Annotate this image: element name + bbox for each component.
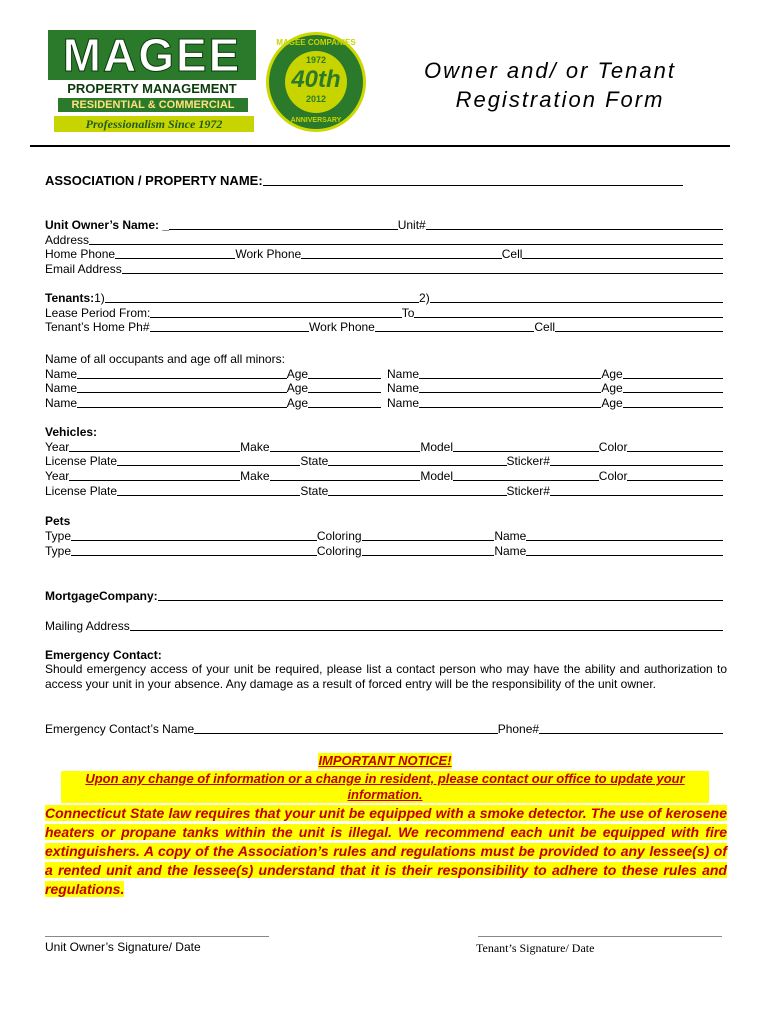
occupant-name-field[interactable]	[419, 367, 601, 379]
tenant-work-phone-label: Work Phone	[309, 320, 375, 334]
occupant-name-label: Name	[45, 367, 78, 381]
owner-signature-label: Unit Owner’s Signature/ Date	[45, 940, 201, 954]
title-line-2: Registration Form	[455, 87, 665, 112]
emergency-name-label: Emergency Contact’s Name	[45, 722, 195, 736]
pets-heading: Pets	[45, 514, 71, 528]
title-line-1: Owner and/ or Tenant	[424, 58, 676, 83]
occupant-row	[45, 396, 723, 410]
occupant-age-label: Age	[601, 396, 623, 410]
occupant-row	[45, 381, 723, 395]
occupant-age-field[interactable]	[623, 396, 723, 408]
logo-subtitle: PROPERTY MANAGEMENT	[48, 82, 256, 96]
model-label: Model	[420, 440, 454, 454]
pet-row	[45, 544, 723, 558]
mailing-field[interactable]	[130, 619, 723, 631]
owner-name-label: Unit Owner’s Name: _	[45, 218, 170, 232]
occupant-name-label: Name	[45, 381, 78, 395]
anniversary-seal	[266, 32, 366, 132]
company-logo	[40, 22, 360, 142]
tenant-signature-line[interactable]	[478, 936, 722, 937]
pet-name-field[interactable]	[526, 544, 723, 556]
home-phone-label: Home Phone	[45, 247, 116, 261]
seal-bottom-text: ANNIVERSARY	[290, 117, 342, 124]
occupant-name-field[interactable]	[419, 396, 601, 408]
emergency-phone-label: Phone#	[497, 722, 540, 736]
unit-label: Unit#	[397, 218, 426, 232]
emergency-contact-row	[45, 722, 723, 736]
make-field[interactable]	[270, 440, 421, 452]
pet-type-field[interactable]	[71, 544, 317, 556]
color-label: Color	[598, 440, 628, 454]
association-field[interactable]	[263, 174, 683, 186]
color-field[interactable]	[627, 469, 723, 481]
lease-row	[45, 306, 723, 320]
plate-field[interactable]	[117, 454, 300, 466]
plate-label: License Plate	[45, 454, 118, 468]
owner-signature-line[interactable]	[45, 936, 269, 937]
tenant-1-label: 1)	[94, 291, 105, 305]
logo-brand: MAGEE	[48, 30, 256, 80]
occupant-name-label: Name	[45, 396, 78, 410]
occupant-age-label: Age	[286, 367, 309, 381]
cell-field[interactable]	[522, 247, 723, 259]
sticker-label: Sticker#	[506, 484, 550, 498]
pet-coloring-field[interactable]	[362, 529, 495, 541]
occupant-age-field[interactable]	[308, 367, 381, 379]
state-field[interactable]	[328, 484, 506, 496]
occupant-name-label: Name	[387, 396, 420, 410]
pet-name-label: Name	[494, 544, 527, 558]
seal-year-start: 1972	[305, 55, 327, 65]
occupant-name-field[interactable]	[77, 367, 287, 379]
plate-row	[45, 484, 723, 498]
tenant-home-ph-label: Tenant’s Home Ph#	[45, 320, 150, 334]
work-phone-field[interactable]	[301, 247, 502, 259]
lease-label: Lease Period From:	[45, 306, 151, 320]
pet-coloring-field[interactable]	[362, 544, 495, 556]
model-label: Model	[420, 469, 454, 483]
sticker-field[interactable]	[550, 454, 723, 466]
owner-address-row	[45, 233, 723, 247]
emergency-phone-field[interactable]	[539, 722, 723, 734]
home-phone-field[interactable]	[115, 247, 235, 259]
pet-type-label: Type	[45, 544, 72, 558]
occupant-age-label: Age	[601, 381, 623, 395]
vehicle-row	[45, 440, 723, 454]
year-field[interactable]	[69, 469, 240, 481]
seal-top-text: MAGEE COMPANIES	[276, 38, 356, 47]
year-label: Year	[45, 469, 70, 483]
header-rule	[30, 145, 730, 147]
lease-to-label: To	[401, 306, 415, 320]
email-field[interactable]	[122, 262, 723, 274]
model-field[interactable]	[453, 440, 599, 452]
law-text: Connecticut State law requires that your unit be equipped with a smoke detector. The use of kerosene heaters or propane tanks within the unit is illegal. We recommend each unit be equipped with fire extinguishers. A copy of the Association’s rules and regulations must be provided to any lessee(s) of a rented unit and the lessee(s) understand that it is their responsibility to adhere to these rules and regulations.	[45, 805, 727, 897]
pet-name-field[interactable]	[526, 529, 723, 541]
make-field[interactable]	[270, 469, 421, 481]
occupants-heading: Name of all occupants and age off all minors:	[45, 352, 285, 366]
lease-to-field[interactable]	[414, 306, 723, 318]
plate-field[interactable]	[117, 484, 300, 496]
mortgage-label: MortgageCompany:	[45, 589, 158, 603]
vehicle-row	[45, 469, 723, 483]
seal-main: 40th	[291, 66, 341, 93]
tenant-2-label: 2)	[419, 291, 430, 305]
state-label: State	[300, 454, 329, 468]
occupant-name-field[interactable]	[77, 381, 287, 393]
pet-coloring-label: Coloring	[316, 544, 362, 558]
cell-label: Cell	[501, 247, 523, 261]
year-label: Year	[45, 440, 70, 454]
emergency-text: Should emergency access of your unit be required, please list a contact person who may have the ability and authorization to access your unit in your absence. Any damage as a result of forced entry will be the responsibility of the unit owner.	[45, 662, 727, 691]
owner-name-row	[45, 218, 723, 232]
form-title	[370, 56, 730, 114]
vehicles-heading: Vehicles:	[45, 425, 98, 439]
occupant-row	[45, 367, 723, 381]
occupant-name-label: Name	[387, 367, 420, 381]
tenants-row	[45, 291, 723, 305]
tenant-1-field[interactable]	[105, 291, 419, 303]
tenant-work-phone-field[interactable]	[375, 320, 535, 332]
mortgage-row	[45, 589, 723, 603]
occupant-age-field[interactable]	[623, 381, 723, 393]
pet-coloring-label: Coloring	[316, 529, 362, 543]
owner-email-row	[45, 262, 723, 276]
email-label: Email Address	[45, 262, 122, 276]
color-field[interactable]	[627, 440, 723, 452]
sticker-field[interactable]	[550, 484, 723, 496]
owner-phone-row	[45, 247, 723, 261]
address-field[interactable]	[89, 233, 723, 245]
sticker-label: Sticker#	[506, 454, 550, 468]
plate-row	[45, 454, 723, 468]
occupant-age-label: Age	[286, 381, 309, 395]
notice-heading: IMPORTANT NOTICE!	[318, 753, 452, 768]
tenant-cell-label: Cell	[534, 320, 556, 334]
occupant-age-field[interactable]	[308, 396, 381, 408]
occupant-age-field[interactable]	[308, 381, 381, 393]
model-field[interactable]	[453, 469, 599, 481]
occupant-age-label: Age	[286, 396, 309, 410]
notice-text: Upon any change of information or a change in resident, please contact our office to update your information.	[61, 771, 709, 803]
pet-name-label: Name	[494, 529, 527, 543]
mailing-label: Mailing Address	[45, 619, 130, 633]
logo-tagline: Professionalism Since 1972	[54, 116, 254, 132]
occupant-age-label: Age	[601, 367, 623, 381]
seal-year-end: 2012	[305, 94, 327, 104]
occupant-name-field[interactable]	[77, 396, 287, 408]
pet-type-label: Type	[45, 529, 72, 543]
mailing-row	[45, 619, 723, 633]
color-label: Color	[598, 469, 628, 483]
occupant-name-field[interactable]	[419, 381, 601, 393]
association-row	[45, 172, 723, 188]
state-label: State	[300, 484, 329, 498]
emergency-name-field[interactable]	[194, 722, 498, 734]
year-field[interactable]	[69, 440, 240, 452]
tenant-home-ph-field[interactable]	[150, 320, 310, 332]
make-label: Make	[240, 440, 270, 454]
plate-label: License Plate	[45, 484, 118, 498]
emergency-heading: Emergency Contact:	[45, 648, 162, 662]
tenant-cell-field[interactable]	[555, 320, 723, 332]
association-label: ASSOCIATION / PROPERTY NAME:	[45, 173, 263, 188]
make-label: Make	[240, 469, 270, 483]
law-paragraph	[45, 804, 727, 899]
pet-type-field[interactable]	[71, 529, 317, 541]
occupant-age-field[interactable]	[623, 367, 723, 379]
tenant-phone-row	[45, 320, 723, 334]
tenant-signature-label: Tenant’s Signature/ Date	[476, 941, 595, 955]
mortgage-field[interactable]	[158, 589, 723, 601]
pet-row	[45, 529, 723, 543]
owner-name-field[interactable]	[169, 218, 398, 230]
address-label: Address	[45, 233, 90, 247]
tenant-2-field[interactable]	[430, 291, 723, 303]
state-field[interactable]	[328, 454, 506, 466]
logo-division: RESIDENTIAL & COMMERCIAL	[58, 98, 248, 112]
tenants-label: Tenants:	[45, 291, 95, 305]
occupant-name-label: Name	[387, 381, 420, 395]
unit-field[interactable]	[426, 218, 723, 230]
work-phone-label: Work Phone	[235, 247, 302, 261]
lease-from-field[interactable]	[150, 306, 401, 318]
